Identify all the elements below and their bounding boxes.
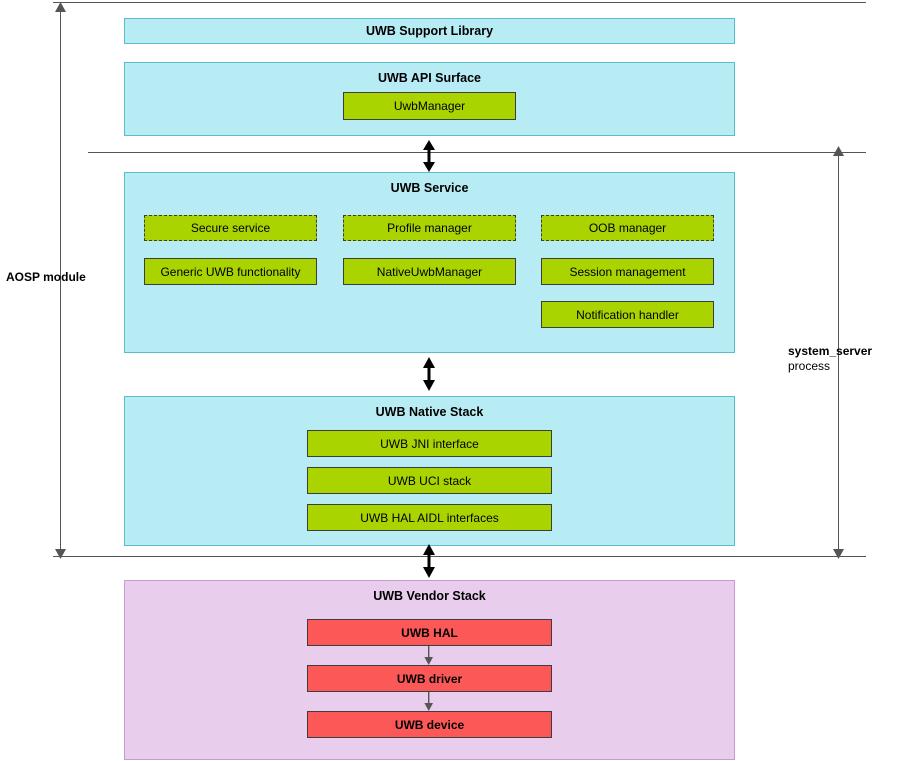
aosp-module-label: AOSP module: [6, 270, 86, 284]
generic-uwb-functionality-box[interactable]: [144, 258, 317, 285]
profile-manager-label: Profile manager: [387, 221, 472, 235]
session-management-label: Session management: [569, 264, 686, 279]
uwb-support-library-label: UWB Support Library: [365, 24, 494, 38]
generic-uwb-functionality-label: Generic UWB functionality: [160, 264, 301, 279]
notification-handler-label: Notification handler: [576, 307, 679, 322]
secure-service-label: Secure service: [190, 221, 271, 235]
aosp-bracket-arrow-top: [54, 2, 67, 12]
uwb-driver-label: UWB driver: [396, 671, 463, 686]
uwb-uci-stack-label: UWB UCI stack: [387, 473, 472, 488]
uwb-jni-interface-label: UWB JNI interface: [380, 436, 479, 451]
service-native-arrow: [420, 357, 438, 391]
hal-driver-connector-arrow: [424, 646, 434, 665]
uwb-jni-interface-box[interactable]: [307, 430, 552, 457]
uwb-hal-aidl-interfaces-label: UWB HAL AIDL interfaces: [360, 510, 499, 525]
native-vendor-arrow: [420, 544, 438, 578]
profile-manager-box[interactable]: [343, 215, 516, 241]
oob-manager-box[interactable]: [541, 215, 714, 241]
system-server-process-label: process: [788, 359, 831, 373]
system-server-label: system_server: [788, 344, 873, 358]
api-service-boundary-line: [88, 152, 866, 153]
native-vendor-boundary-line: [53, 556, 866, 557]
notification-handler-box[interactable]: [541, 301, 714, 328]
uwb-hal-box[interactable]: [307, 619, 552, 646]
uwb-driver-box[interactable]: [307, 665, 552, 692]
uwb-device-label: UWB device: [394, 717, 465, 732]
session-management-box[interactable]: [541, 258, 714, 285]
uwb-hal-aidl-interfaces-box[interactable]: [307, 504, 552, 531]
uwb-uci-stack-box[interactable]: [307, 467, 552, 494]
secure-service-box[interactable]: [144, 215, 317, 241]
uwb-vendor-stack-title: UWB Vendor Stack: [373, 589, 486, 603]
native-uwb-manager-box[interactable]: [343, 258, 516, 285]
top-boundary-line: [53, 2, 866, 3]
native-uwb-manager-label: NativeUwbManager: [376, 264, 483, 279]
uwb-hal-label: UWB HAL: [401, 625, 458, 640]
uwb-manager-label: UwbManager: [393, 99, 466, 113]
uwb-manager-box[interactable]: [343, 92, 516, 120]
uwb-api-surface-title: UWB API Surface: [377, 71, 482, 85]
uwb-device-box[interactable]: [307, 711, 552, 738]
uwb-native-stack-title: UWB Native Stack: [375, 405, 484, 419]
system-server-bracket-arrow-top: [832, 146, 845, 156]
system-server-bracket-arrow-bottom: [832, 549, 845, 559]
driver-device-connector-arrow: [424, 692, 434, 711]
aosp-bracket-arrow-bottom: [54, 549, 67, 559]
api-service-arrow: [420, 140, 438, 172]
uwb-support-library-block[interactable]: [124, 18, 735, 44]
uwb-service-title: UWB Service: [390, 181, 469, 195]
oob-manager-label: OOB manager: [588, 221, 667, 235]
